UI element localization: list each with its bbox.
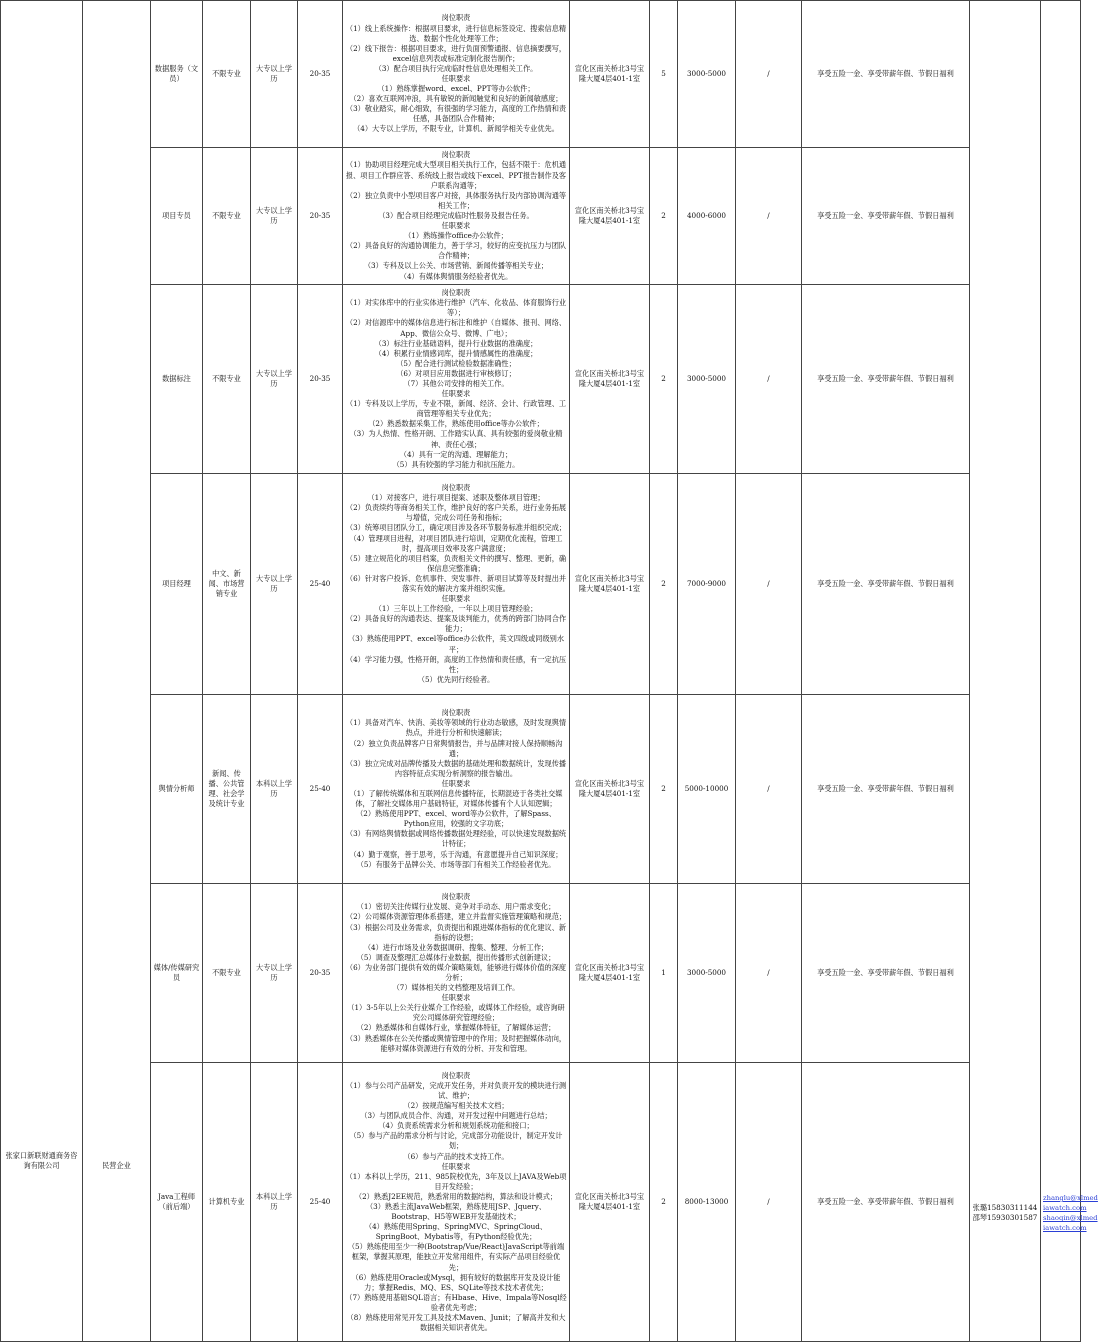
duty-line: 岗位职责 bbox=[441, 892, 471, 902]
job-row bbox=[1, 148, 1081, 285]
duty-line: （2）按规范编写相关技术文档； bbox=[403, 1101, 509, 1111]
duty-line: （3）与团队成员合作、沟通，对开发过程中问题进行总结； bbox=[360, 1111, 552, 1121]
job-row bbox=[1, 695, 1081, 884]
duty-line: （2）负责续约等商务相关工作，维护良好的客户关系，进行业务拓展与增值，完成公司任务和指标； bbox=[345, 503, 567, 523]
count-cell bbox=[650, 474, 678, 695]
count-cell bbox=[650, 884, 678, 1063]
email-link[interactable]: iawatch.com bbox=[1043, 1204, 1087, 1212]
other-cell bbox=[736, 1, 802, 148]
benefits: 享受五险一金、享受带薪年假、节假日福利 bbox=[817, 210, 954, 220]
benefits-cell bbox=[802, 1, 970, 148]
company-name: 张家口新联财通商务咨询有限公司 bbox=[5, 1150, 78, 1170]
duties-cell bbox=[343, 1063, 570, 1342]
duty-line: （3）熟悉媒体在公关传播或舆情管理中的作用；及时把握媒体动向，能够对媒体资源进行有效的分析、开发和管理。 bbox=[345, 1033, 567, 1053]
other-cell bbox=[736, 1063, 802, 1342]
age-range: 20-35 bbox=[309, 373, 331, 383]
duty-line: 任职要求 bbox=[441, 74, 471, 83]
duty-line: （6）对项目应用数据进行审核修订； bbox=[396, 368, 516, 378]
duty-line: （3）根据公司及业务需求，负责提出和跟进媒体指标的优化建议、新指标的设想； bbox=[345, 922, 567, 942]
duties-cell bbox=[343, 285, 570, 474]
age-range: 25-40 bbox=[309, 578, 331, 588]
salary-range: 8000-13000 bbox=[684, 1196, 729, 1206]
duty-line: 任职要求 bbox=[441, 594, 471, 604]
location-cell bbox=[570, 884, 650, 1063]
duties-cell bbox=[343, 1, 570, 148]
other-cell bbox=[736, 148, 802, 285]
major-requirement: 计算机专业 bbox=[208, 1196, 245, 1206]
contact-cell bbox=[970, 1, 1041, 1342]
email-link[interactable]: zhanglu@xlmed bbox=[1043, 1194, 1098, 1202]
salary-cell bbox=[678, 148, 736, 285]
work-location: 宣化区南关桥北3号宝隆大厦4层401-1室 bbox=[574, 368, 645, 388]
age-range: 20-35 bbox=[309, 210, 331, 220]
email-cell bbox=[1041, 1, 1098, 1342]
major-cell bbox=[203, 695, 251, 884]
location-cell bbox=[570, 148, 650, 285]
job-title: 数据标注 bbox=[162, 373, 191, 383]
duty-line: （4）学习能力强，性格开朗，高度的工作热情和责任感，有一定抗压性； bbox=[345, 654, 567, 674]
duty-line: （2）独立负责品牌客户日常舆情报告，并与品牌对接人保持顺畅沟通； bbox=[349, 738, 563, 758]
other-info: / bbox=[767, 967, 770, 977]
duty-line: （7）熟练使用基础SQL语言；有Hbase、Hive、Impala等Nosql经验者优先考虑； bbox=[345, 1292, 567, 1312]
other-info: / bbox=[767, 373, 770, 383]
education-cell bbox=[251, 148, 298, 285]
salary-range: 3000-5000 bbox=[686, 967, 726, 977]
major-requirement: 中文、新闻、市场营销专业 bbox=[208, 568, 245, 599]
duty-line: （4）负责系统需求分析和规划系统功能和接口； bbox=[378, 1121, 534, 1131]
company-type-cell bbox=[83, 1, 151, 1342]
age-range: 25-40 bbox=[309, 783, 331, 793]
major-cell bbox=[203, 285, 251, 474]
duty-line: （1）了解传统媒体和互联网信息传播特征，长期混迹于各类社交媒体，了解社交媒体用户基础特征，对媒体传播有个人认知逻辑； bbox=[349, 789, 563, 809]
company-name-cell bbox=[1, 1, 83, 1342]
major-cell bbox=[203, 474, 251, 695]
duties-cell bbox=[343, 148, 570, 285]
duty-line: （3）熟练使用PPT、excel等office办公软件，英文四级或同级别水平； bbox=[347, 634, 565, 654]
age-cell bbox=[298, 285, 343, 474]
benefits: 享受五险一金、享受带薪年假、节假日福利 bbox=[817, 578, 954, 588]
benefits-cell bbox=[802, 884, 970, 1063]
job-title-cell bbox=[151, 884, 203, 1063]
duty-line: 岗位职责 bbox=[441, 13, 471, 23]
duty-line: （2）熟悉J2EE规范，熟悉常用的数据结构，算法和设计模式； bbox=[354, 1191, 558, 1201]
duty-line: （5）具有较强的学习能力和抗压能力。 bbox=[392, 459, 520, 469]
education-cell bbox=[251, 474, 298, 695]
hiring-count: 1 bbox=[661, 967, 666, 977]
duty-line: （3）有网络舆情数据或网络传播数据处理经验，可以快速发现数据统计特征； bbox=[345, 829, 567, 849]
major-cell bbox=[203, 1063, 251, 1342]
duty-line: （5）调查及整理汇总媒体行业数据，提出传播形式创新建议； bbox=[356, 952, 556, 962]
benefits-cell bbox=[802, 695, 970, 884]
work-location: 宣化区南关桥北3号宝隆大厦4层401-1室 bbox=[574, 63, 645, 83]
duty-line: （4）有媒体舆情服务经验者优先。 bbox=[399, 271, 513, 281]
age-range: 20-35 bbox=[309, 967, 331, 977]
major-requirement: 不限专业 bbox=[212, 210, 241, 220]
major-requirement: 不限专业 bbox=[212, 68, 241, 78]
contact-phone: 邵琴15930301587 bbox=[972, 1212, 1038, 1222]
other-info: / bbox=[767, 68, 770, 78]
duty-line: （6）参与产品的技术支持工作。 bbox=[403, 1151, 509, 1161]
other-cell bbox=[736, 695, 802, 884]
work-location: 宣化区南关桥北3号宝隆大厦4层401-1室 bbox=[574, 205, 645, 225]
duty-line: （7）媒体相关的文档整理及培训工作。 bbox=[392, 983, 520, 993]
duty-line: （4）积累行业情感词库，提升情感属性的准确度； bbox=[374, 348, 538, 358]
job-title-cell bbox=[151, 1, 203, 148]
duty-line: （4）具有一定的沟通、理解能力； bbox=[399, 449, 513, 459]
work-location: 宣化区南关桥北3号宝隆大厦4层401-1室 bbox=[574, 573, 645, 593]
duty-line: 岗位职责 bbox=[441, 288, 471, 298]
duty-line: （3）配合项目经理完成临时性服务及报告任务。 bbox=[378, 210, 534, 220]
duty-line: （5）熟练使用至少一种(Bootstrap/Vue/React)JavaScript等前端框架，掌握其原理，能独立开发常用组件，有实际产品项目经验优先； bbox=[347, 1242, 565, 1272]
salary-range: 4000-6000 bbox=[686, 210, 726, 220]
benefits-cell bbox=[802, 148, 970, 285]
duty-line: （1）参与公司产品研发，完成开发任务，并对负责开发的模块进行测试、维护； bbox=[345, 1080, 567, 1100]
education-requirement: 大专以上学历 bbox=[256, 205, 292, 225]
duty-line: （5）建立规范化的项目档案，负责相关文件的撰写、整理、更新，确保信息完整准确； bbox=[345, 553, 567, 573]
salary-range: 3000-5000 bbox=[686, 373, 726, 383]
age-range: 20-35 bbox=[309, 68, 331, 78]
duty-line: （6）熟练使用Oracle或Mysql，拥有较好的数据库开发及设计能力；掌握Redis、MQ、ES、SQLite等技术技术者优先； bbox=[351, 1272, 561, 1292]
salary-cell bbox=[678, 1063, 736, 1342]
job-title: 数据服务（文员） bbox=[154, 63, 199, 83]
benefits: 享受五险一金、享受带薪年假、节假日福利 bbox=[817, 1196, 954, 1206]
duty-line: 任职要求 bbox=[441, 1161, 471, 1171]
education-cell bbox=[251, 285, 298, 474]
duty-line: （5）优先同行经验者。 bbox=[417, 674, 495, 684]
job-title-cell bbox=[151, 285, 203, 474]
duty-line: 任职要求 bbox=[441, 221, 471, 231]
age-range: 25-40 bbox=[309, 1196, 331, 1206]
duty-line: （3）熟悉主流JavaWeb框架，熟练使用JSP、Jquery、Bootstrap、H5等WEB开发基础技术； bbox=[365, 1202, 547, 1222]
job-title: 媒体/传媒研究员 bbox=[153, 962, 200, 982]
duty-line: （1）专科及以上学历，专业不限，新闻、经济、会计、行政管理、工商管理等相关专业优先； bbox=[345, 399, 567, 419]
job-row bbox=[1, 1063, 1081, 1342]
benefits-cell bbox=[802, 285, 970, 474]
email-link[interactable]: shaoqin@xlmed bbox=[1043, 1214, 1098, 1222]
education-requirement: 大专以上学历 bbox=[256, 573, 292, 593]
duty-line: 岗位职责 bbox=[441, 150, 471, 160]
job-title-cell bbox=[151, 695, 203, 884]
education-requirement: 大专以上学历 bbox=[256, 63, 292, 83]
major-cell bbox=[203, 884, 251, 1063]
job-title: 舆情分析师 bbox=[158, 783, 195, 793]
duty-line: （1）对实体库中的行业实体进行维护（汽车、化妆品、体育服饰行业等）； bbox=[345, 298, 567, 318]
job-title-cell bbox=[151, 1063, 203, 1342]
duty-line: （1）对接客户，进行项目提案、述职及整体项目管理； bbox=[367, 493, 545, 503]
benefits: 享受五险一金、享受带薪年假、节假日福利 bbox=[817, 373, 954, 383]
education-requirement: 本科以上学历 bbox=[256, 778, 292, 798]
job-title-cell bbox=[151, 474, 203, 695]
duty-line: （1）协助项目经理完成大型项目相关执行工作，包括不限于：危机通报、项目工作群应答、系统线上报告或线下excel、PPT报告制作及客户联系沟通等； bbox=[345, 160, 567, 190]
duty-line: （1）本科以上学历，211、985院校优先，3年及以上JAVA及Web项目开发经验； bbox=[345, 1171, 567, 1191]
duties-cell bbox=[343, 884, 570, 1063]
duty-line: （7）其他公司安排的相关工作。 bbox=[403, 379, 509, 388]
age-cell bbox=[298, 695, 343, 884]
duty-line: （2）具备良好的沟通表达、提案及谈判能力，优秀的跨部门协同合作能力； bbox=[345, 614, 567, 634]
hiring-count: 5 bbox=[661, 68, 666, 78]
duty-line: （1）三年以上工作经验，一年以上项目管理经验； bbox=[374, 604, 538, 614]
duty-line: （2）喜欢互联网冲浪，具有敏锐的新闻触觉和良好的新闻敏感度； bbox=[349, 94, 563, 104]
hiring-count: 2 bbox=[661, 373, 666, 383]
salary-range: 3000-5000 bbox=[686, 68, 726, 78]
other-cell bbox=[736, 474, 802, 695]
work-location: 宣化区南关桥北3号宝隆大厦4层401-1室 bbox=[574, 962, 645, 982]
count-cell bbox=[650, 285, 678, 474]
benefits-cell bbox=[802, 474, 970, 695]
duty-line: 岗位职责 bbox=[441, 483, 471, 493]
work-location: 宣化区南关桥北3号宝隆大厦4层401-1室 bbox=[574, 1191, 645, 1211]
job-row bbox=[1, 474, 1081, 695]
salary-range: 5000-10000 bbox=[684, 783, 729, 793]
duty-line: （2）熟练使用PPT、excel、word等办公软件，了解Spass、Python应用，较强的文字功底； bbox=[356, 809, 556, 829]
duties-cell bbox=[343, 695, 570, 884]
benefits-cell bbox=[802, 1063, 970, 1342]
education-requirement: 大专以上学历 bbox=[256, 962, 292, 982]
count-cell bbox=[650, 1063, 678, 1342]
duty-line: （1）熟练掌握word、excel、PPT等办公软件； bbox=[377, 84, 535, 94]
count-cell bbox=[650, 148, 678, 285]
job-row bbox=[1, 285, 1081, 474]
duty-line: （5）参与产品的需求分析与讨论，完成部分功能设计，制定开发计划； bbox=[349, 1131, 563, 1151]
education-cell bbox=[251, 695, 298, 884]
hiring-count: 2 bbox=[661, 210, 666, 220]
salary-cell bbox=[678, 1, 736, 148]
other-info: / bbox=[767, 1196, 770, 1206]
duty-line: （6）针对客户投诉、危机事件、突发事件、新项目试算等及时提出并落实有效的解决方案并组织实施。 bbox=[345, 573, 567, 593]
duty-line: （5）配合进行测试检验数据准确性； bbox=[396, 358, 516, 368]
major-requirement: 不限专业 bbox=[212, 967, 241, 977]
education-requirement: 大专以上学历 bbox=[256, 368, 292, 388]
location-cell bbox=[570, 285, 650, 474]
age-cell bbox=[298, 148, 343, 285]
duty-line: （4）熟练使用Spring、SpringMVC、SpringCloud、SpringBoot、Mybatis等，有Python经验优先； bbox=[364, 1222, 548, 1242]
duty-line: （2）熟悉数据采集工作，熟练使用office等办公软件； bbox=[368, 419, 544, 429]
other-cell bbox=[736, 884, 802, 1063]
duty-line: （1）密切关注传媒行业发展、竞争对手动态、用户需求变化； bbox=[356, 902, 556, 912]
duty-line: （3）配合项目执行完成临时性信息处理相关工作。 bbox=[374, 63, 538, 73]
duty-line: （3）统筹项目团队分工，确定项目涉及各环节服务标准并组织完成； bbox=[345, 523, 567, 533]
duty-line: 岗位职责 bbox=[441, 708, 471, 718]
salary-cell bbox=[678, 285, 736, 474]
work-location: 宣化区南关桥北3号宝隆大厦4层401-1室 bbox=[574, 778, 645, 798]
hiring-count: 2 bbox=[661, 578, 666, 588]
duty-line: 岗位职责 bbox=[441, 1070, 471, 1080]
duty-line: （1）线上系统操作：根据项目要求，进行信息标签设定、搜索信息精选、数据个性化处理等工作； bbox=[345, 23, 567, 43]
major-cell bbox=[203, 148, 251, 285]
salary-cell bbox=[678, 474, 736, 695]
major-cell bbox=[203, 1, 251, 148]
education-requirement: 本科以上学历 bbox=[256, 1191, 292, 1211]
education-cell bbox=[251, 1, 298, 148]
job-title: 项目专员 bbox=[162, 210, 191, 220]
duty-line: （8）熟练使用常见开发工具及技术Maven、Junit；了解高并发和大数据相关知识者优先。 bbox=[346, 1313, 566, 1333]
duty-line: （5）有服务于品牌公关、市场等部门有相关工作经验者优先。 bbox=[356, 859, 556, 869]
salary-cell bbox=[678, 695, 736, 884]
contact-phone: 张璐15830311144 bbox=[972, 1202, 1038, 1212]
major-requirement: 不限专业 bbox=[212, 373, 241, 383]
duty-line: （3）专科及以上公关、市场营销、新闻传播等相关专业； bbox=[363, 261, 549, 271]
location-cell bbox=[570, 695, 650, 884]
benefits: 享受五险一金、享受带薪年假、节假日福利 bbox=[817, 783, 954, 793]
duty-line: （4）进行市场及业务数据调研、搜集、整理、分析工作； bbox=[363, 942, 549, 952]
other-info: / bbox=[767, 578, 770, 588]
count-cell bbox=[650, 1, 678, 148]
duty-line: （2）对信源库中的媒体信息进行标注和维护（自媒体、报刊、网络、App、微信公众号、微博、广电）； bbox=[345, 318, 567, 338]
age-cell bbox=[298, 1063, 343, 1342]
duty-line: （1）3-5年以上公关行业媒介工作经验，或媒体工作经验，或咨询研究公司媒体研究管理经验； bbox=[347, 1003, 565, 1023]
duty-line: （2）具备良好的沟通协调能力，善于学习，较好的应变抗压力与团队合作精神； bbox=[345, 241, 567, 261]
location-cell bbox=[570, 1063, 650, 1342]
count-cell bbox=[650, 695, 678, 884]
duty-line: （3）标注行业基础语料，提升行业数据的准确度； bbox=[374, 338, 538, 348]
duty-line: （4）大专以上学历，不限专业，计算机、新闻学相关专业优先。 bbox=[353, 124, 559, 134]
duty-line: 任职要求 bbox=[441, 993, 471, 1003]
duty-line: （1）熟练操作office办公软件； bbox=[404, 231, 508, 241]
duty-line: （2）熟悉媒体和自媒体行业，掌握媒体特征，了解媒体运营； bbox=[356, 1023, 556, 1033]
duty-line: （3）独立完成对品牌传播及大数据的基础处理和数据统计，发现传播内容特征点实现分析洞察的报告输出。 bbox=[345, 758, 567, 778]
duty-line: （2）公司媒体资源管理体系搭建，建立并监督实施管理策略和规范； bbox=[345, 912, 567, 922]
job-row bbox=[1, 884, 1081, 1063]
duty-line: （3）敬业踏实，耐心细致，有很强的学习能力，高度的工作热情和责任感，具备团队合作精神； bbox=[345, 104, 567, 124]
education-cell bbox=[251, 1063, 298, 1342]
duty-line: 任职要求 bbox=[441, 389, 471, 399]
duties-cell bbox=[343, 474, 570, 695]
email-link[interactable]: iawatch.com bbox=[1043, 1224, 1087, 1232]
benefits: 享受五险一金、享受带薪年假、节假日福利 bbox=[817, 68, 954, 78]
duty-line: （2）线下报告：根据项目要求，进行负面预警通报、信息摘要撰写，excel信息列表或标准定制化报告制作； bbox=[345, 43, 567, 63]
hiring-count: 2 bbox=[661, 1196, 666, 1206]
location-cell bbox=[570, 474, 650, 695]
benefits: 享受五险一金、享受带薪年假、节假日福利 bbox=[817, 967, 954, 977]
job-title: 项目经理 bbox=[162, 578, 191, 588]
salary-cell bbox=[678, 884, 736, 1063]
other-cell bbox=[736, 285, 802, 474]
job-row bbox=[1, 1, 1081, 148]
duty-line: （3）为人热情、性格开朗、工作踏实认真、具有较强的爱岗敬业精神、责任心强； bbox=[349, 429, 563, 449]
job-title: Java工程师（前后端） bbox=[157, 1191, 196, 1211]
duty-line: （4）勤于观察，善于思考，乐于沟通，有意愿提升自己知识深度； bbox=[349, 849, 563, 859]
education-cell bbox=[251, 884, 298, 1063]
other-info: / bbox=[767, 210, 770, 220]
duty-line: （1）具备对汽车、快消、美妆等领域的行业动态敏感，及时发现舆情热点，并进行分析和快速解读； bbox=[345, 718, 567, 738]
other-info: / bbox=[767, 783, 770, 793]
age-cell bbox=[298, 1, 343, 148]
job-title-cell bbox=[151, 148, 203, 285]
age-cell bbox=[298, 884, 343, 1063]
duty-line: （2）独立负责中小型项目客户对接，具体服务执行及内部协调沟通等相关工作； bbox=[345, 190, 567, 210]
location-cell bbox=[570, 1, 650, 148]
duty-line: （4）管理项目进程，对项目团队进行培训，定期优化流程，管理工时，提高项目效率及客户满意度； bbox=[349, 533, 563, 553]
company-type: 民营企业 bbox=[102, 1160, 131, 1170]
duty-line: （6）为业务部门提供有效的媒介策略策划，能够进行媒体价值的深度分析； bbox=[345, 962, 567, 982]
salary-range: 7000-9000 bbox=[686, 578, 726, 588]
hiring-count: 2 bbox=[661, 783, 666, 793]
age-cell bbox=[298, 474, 343, 695]
duty-line: 任职要求 bbox=[441, 778, 471, 788]
major-requirement: 新闻、传播、公共管理、社会学及统计专业 bbox=[208, 768, 245, 809]
